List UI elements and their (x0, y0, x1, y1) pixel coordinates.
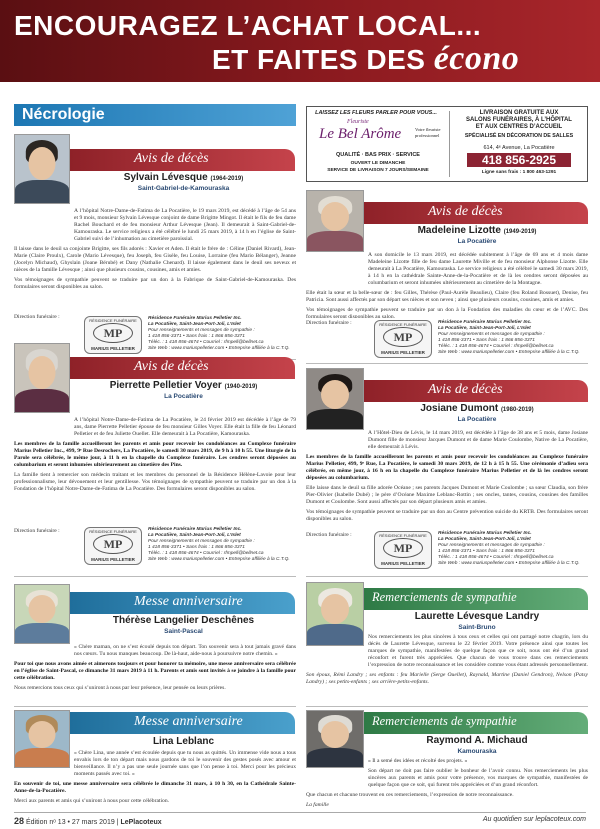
notice-paragraph: Elle laisse dans le deuil sa fille adorée Océane ; ses parents Jacques Dumont et Marie Coulombe ; sa sœur Claudia, son frère Pier-Olivier (Isabelle Dubé) ; le père d’Océane Maxime Leblanc-Rottin ; ses oncles, tantes, cousins, cousines des familles Dumont et Coulombe. Sont aussi affectés par son départ plusieurs amis et amies. (306, 485, 588, 505)
portrait-photo (306, 368, 364, 430)
notice-header: Messe anniversaire (70, 592, 295, 614)
notice-paragraph: Vos témoignages de sympathie peuvent se traduire par un don à la Fabrique de Saint-Gabriel-de-Kamouraska. Des formulaires seront disponibles au salon. (14, 277, 296, 290)
deceased-name: Pierrette Pelletier Voyer (1940-2019) (109, 380, 258, 391)
notice-header: Remerciements de sympathie (364, 712, 588, 734)
funeral-home-info: Résidence Funéraire Marius Pelletier Inc. La Pocatière, Saint-Jean-Port-Joli, L’Islet Pour renseignements et messages de sympathie : 1 418 856-3371 • Sans frais : 1 866 856-3371 Téléc. : 1 418 856-4674 • Courriel : rfmpell@bellnet.ca Site Web : www.mariuspelletier.com • Entreprise affiliée à la C.T.Q. (438, 320, 580, 355)
deceased-dates: (1964-2019) (210, 176, 244, 182)
ad-hours-2: SERVICE DE LIVRAISON 7 JOURS/SEMAINE (327, 168, 429, 173)
deceased-name: Sylvain Lévesque (1964-2019) (123, 172, 244, 183)
notice-body (306, 430, 588, 530)
deceased-name: Thérèse Langelier Deschênes (112, 615, 255, 626)
banner-line-1: ENCOURAGEZ L’ACHAT LOCAL... (14, 10, 482, 41)
deceased-place: Saint-Pascal (164, 628, 203, 635)
notice-paragraph: À l’hôpital Notre-Dame-de-Fatima de La Pocatière, le 24 février 2019 est décédée à l’âge de 79 ans, dame Pierrette Pelletier épouse de feu monsieur Gilles Voyer. Elle était la fille de feu Léonard Pelletier et de feu Juliette Ouellet. Elle demeurait à La Pocatière, Kamouraska. (74, 417, 296, 437)
ad-phone[interactable]: 418 856-2925 (467, 153, 571, 167)
notice-paragraph: Vos témoignages de sympathie peuvent se traduire par un don au Centre prévention suicide du KRTB. Des formulaires seront disponibles au salon. (306, 509, 588, 522)
ad-top-line: LAISSEZ LES FLEURS PARLER POUR VOUS... (315, 110, 437, 116)
notice-body (14, 750, 296, 808)
ad-right-2: SALONS FUNÉRAIRES, À L’HÔPITAL (466, 117, 572, 123)
direction-label: Direction funéraire : (14, 528, 60, 534)
notice-paragraph: Les membres de la famille accueilleront les parents et amis pour recevoir les condoléances au Complexe funéraire Marius Pelletier Inc., 499, 9ᵉ Rue Desrochers, La Pocatière, le samedi 30 mars 2019, de 9 h à 10 h 55. Une liturgie de la Parole sera célébrée, le même jour, à 11 h en la chapelle du Complexe funéraire. Les cendres seront déposées au columbarium et seront inhumées ultérieurement au cimetière des Pins. (14, 441, 296, 468)
notice-paragraph: Son époux, Rémi Landry ; ses enfants : feu Marielle (Serge Ouellet), Raynald, Martine (Daniel Gendron), Nelson (Patsy Landry) ; ses petits-enfants ; ses arrière-petits-enfants. (306, 672, 588, 685)
notice-paragraph: « Chère Lina, une année s’est écoulée depuis que tu nous as quittés. Un immense vide nous a tous envahis lors de ton départ mais nous gardons de toi le souvenir des gestes posés avec amour et bienveillance. Il n’y a pas une seule journée sans que l’on pense à toi. Merci pour les précieux moments passés avec toi. » (74, 750, 296, 777)
divider (306, 576, 588, 577)
edition-info: Édition nᵒ 13 • 27 mars 2019 | (25, 819, 119, 826)
direction-label: Direction funéraire : (306, 532, 352, 538)
funeral-home-logo[interactable]: RÉSIDENCE FUNÉRAIRE MP MARIUS PELLETIER (374, 531, 432, 569)
deceased-name: Lina Leblanc (152, 736, 215, 747)
notice-header: Avis de décès (364, 380, 588, 402)
funeral-home-logo[interactable]: RÉSIDENCE FUNÉRAIRE MP MARIUS PELLETIER (84, 316, 142, 354)
ad-address: 614, 4ᵉ Avenue, La Pocatière (483, 145, 555, 151)
deceased-place: La Pocatière (457, 238, 497, 245)
deceased-name: Laurette Lévesque Landry (414, 611, 540, 622)
deceased-name: Raymond A. Michaud (426, 735, 528, 746)
funeral-home-logo[interactable]: RÉSIDENCE FUNÉRAIRE MP MARIUS PELLETIER (84, 527, 142, 565)
banner-script-word: écono (433, 40, 520, 77)
ad-badge: Votre fleuriste professionnel (415, 127, 441, 138)
deceased-place: Kamouraska (457, 748, 497, 755)
notice-signature: La famille (306, 802, 329, 808)
notice-body (14, 208, 296, 314)
funeral-home-info: Résidence Funéraire Marius Pelletier Inc. La Pocatière, Saint-Jean-Port-Joli, L’Islet Pour renseignements et messages de sympathie : 1 418 856-3371 • Sans frais : 1 866 856-3371 Téléc. : 1 418 856-4674 • Courriel : rfmpell@bellnet.ca Site Web : www.mariuspelletier.com • Entreprise affiliée à la C.T.Q. (148, 316, 290, 351)
notice-body (14, 417, 296, 525)
notice-paragraph: À son domicile le 13 mars 2019, est décédée subitement à l’âge de 69 ans et 4 mois dame Madeleine Lizotte fille de feu dame Laurette Miville et de feu monsieur Alphonse Lizotte. Elle demeurait à La Pocatière, Kamouraska. Le service religieux a été célébré le samedi 30 mars 2019, à 14 h en la cathédrale Sainte-Anne-de-la-Pocatière et de là les cendres seront déposées au columbarium et seront inhumées ultérieurement au cimetière de la Montagne. (368, 252, 588, 286)
deceased-place: La Pocatière (457, 416, 497, 423)
flower-shop-ad[interactable] (306, 106, 588, 182)
website-link[interactable]: Au quotidien sur leplacoteux.com (482, 816, 586, 823)
page-footer (14, 812, 586, 826)
ad-divider (449, 111, 450, 177)
notice-paragraph: En souvenir de toi, une messe anniversaire sera célébrée le dimanche 31 mars, à 10 h 30, en la Cathédrale Sainte-Anne-de-la-Pocatière. (14, 781, 296, 794)
deceased-name: Madeleine Lizotte (1949-2019) (417, 225, 537, 236)
ad-brand: Le Bel Arôme (319, 126, 402, 142)
ad-hours-1: OUVERT LE DIMANCHE (350, 161, 406, 166)
notice-paragraph: À l’hôpital Notre-Dame-de-Fatima de La Pocatière, le 19 mars 2019, est décédé à l’âge de 54 ans et 9 mois, monsieur Sylvain Lévesque conjoint de dame Brigitte Mingot. Il était le fils de feu dame Rachel Bouchard et de feu monsieur Arthur Lévesque (Jean). Il demeurait à Saint-Gabriel-de-Kamouraska. Le service religieux a été célébré le lundi 25 mars 2019, à 14 h en l’église de Saint-Gabriel suivi de l’inhumation au cimetière paroissial. (74, 208, 296, 242)
deceased-dates: (1980-2019) (500, 407, 534, 413)
publication-brand: LePlacoteux (120, 819, 162, 826)
notice-paragraph: « Il a semé des idées et récolté des projets. » (368, 758, 468, 764)
notice-paragraph: Il laisse dans le deuil sa conjointe Brigitte, ses fils adorés : Xavier et Aden. Il était le frère de : Céline (Daniel Rivard), Jean-Marie (Claire Proulx), Carole (Mario Lévesque), feu Joseph, feu Gisèle, feu Louise, Lorraine (feu Mario Bélanger), Jeanne (Jocelyn Michaud), Ghyslain (Joane Bérubé) et Dany (Nathalie Chenard). Il laisse également dans le deuil ses neveux et nièces de la famille Lévesque ; ainsi que plusieurs cousins, cousines, amis et amies. (14, 246, 296, 273)
section-title: Nécrologie (14, 104, 296, 126)
notice-paragraph: À l’Hôtel-Dieu de Lévis, le 14 mars 2019, est décédée à l’âge de 38 ans et 5 mois, dame Josiane Dumont fille de monsieur Jacques Dumont et de dame Marie Coulombe, Native de La Pocatière, elle demeurait à Lévis. (368, 430, 588, 450)
notice-header: Remerciements de sympathie (364, 588, 588, 610)
notice-paragraph: Son départ ne doit pas faire oublier le bonheur de l’avoir connu. Nos remerciements les plus sincères aux parents et amis pour votre présence, vos marques de sympathie, manifestées de quelque façon que ce soit, qui furent très appréciées et d’un grand réconfort. (368, 768, 588, 788)
notice-paragraph: Vos témoignages de sympathie peuvent se traduire par un don à la Fondation des maladies du cœur et de l’AVC. Des formulaires seront disponibles au salon. (306, 307, 588, 318)
ad-free-line: Ligne sans frais : 1 800 463-1291 (481, 170, 557, 175)
portrait-photo (14, 584, 70, 644)
ad-sub: Fleuriste (347, 119, 369, 125)
notice-paragraph: « Chère maman, on ne s’est écoulé depuis ton départ. Ton souvenir sera à tout jamais gravé dans nos cœurs. Tu nous manques beaucoup. De là-haut, aide-nous à poursuivre notre chemin. » (74, 644, 296, 657)
divider (14, 576, 296, 577)
ad-right-1: LIVRAISON GRATUITE AUX (479, 110, 559, 116)
direction-label: Direction funéraire : (306, 320, 352, 326)
notice-body (306, 634, 588, 704)
divider (14, 706, 296, 707)
funeral-home-info: Résidence Funéraire Marius Pelletier Inc. La Pocatière, Saint-Jean-Port-Joli, L’Islet Pour renseignements et messages de sympathie : 1 418 856-3371 • Sans frais : 1 866 856-3371 Téléc. : 1 418 856-4674 • Courriel : rfmpell@bellnet.ca Site Web : www.mariuspelletier.com • Entreprise affiliée à la C.T.Q. (438, 531, 580, 566)
deceased-place: Saint-Bruno (458, 624, 496, 631)
divider (306, 363, 588, 364)
notice-header: Avis de décès (70, 357, 295, 379)
deceased-place: Saint-Gabriel-de-Kamouraska (137, 185, 230, 192)
notice-paragraph: Nous remercions tous ceux qui s’uniront à nous par leur présence, leur pensée ou leurs prières. (14, 685, 226, 691)
deceased-place: La Pocatière (164, 393, 203, 400)
ad-tagline: QUALITÉ · BAS PRIX · SERVICE (336, 152, 420, 158)
funeral-home-logo[interactable]: RÉSIDENCE FUNÉRAIRE MP MARIUS PELLETIER (374, 320, 432, 358)
notice-header: Avis de décès (70, 149, 295, 171)
banner-line-2: ET FAITES DES écono (212, 40, 520, 77)
notice-header: Messe anniversaire (70, 712, 295, 734)
portrait-photo (306, 190, 364, 252)
notice-paragraph: Que chacun et chacune trouvent en ces remerciements, l’expression de notre reconnaissance. (306, 792, 514, 798)
portrait-photo (14, 343, 70, 413)
direction-label: Direction funéraire : (14, 314, 60, 320)
funeral-home-info: Résidence Funéraire Marius Pelletier Inc. La Pocatière, Saint-Jean-Port-Joli, L’Islet Pour renseignements et messages de sympathie : 1 418 856-3371 • Sans frais : 1 866 856-3371 Téléc. : 1 418 856-4674 • Courriel : rfmpell@bellnet.ca Site Web : www.mariuspelletier.com • Entreprise affiliée à la C.T.Q. (148, 527, 290, 562)
notice-paragraph: Nos remerciements les plus sincères à tous ceux et celles qui ont partagé notre chagrin, lors du décès de Laurette Lévesque, survenu le 22 février 2019. Votre présence ainsi que toutes les marques de sympathie, manifestées de quelque façon que ce soit, nous ont été d’un grand réconfort et furent très appréciées. Que chacun de vous trouve dans ces remerciements l’expression de notre reconnaissance et les considère comme vous étant adressés personnellement. (368, 634, 588, 668)
deceased-name: Josiane Dumont (1980-2019) (420, 403, 534, 414)
notice-paragraph: La famille tient à remercier son médecin traitant et les membres du personnel de la Résidence Hélène-Lavoie pour leur professionnalisme, leur dévouement et leur gentillesse. Vos témoignages de sympathie peuvent se traduire par un don à la Fondation de l’hôpital Notre-Dame-de-Fatima de La Pocatière. Des formulaires seront disponibles au salon. (14, 472, 296, 492)
header-banner (0, 0, 600, 82)
notice-paragraph: Pour toi que nous avons aimée et aimerons toujours et pour honorer ta mémoire, une messe anniversaire sera célébrée en l’église de Saint-Pascal, ce dimanche 31 mars 2019 à 11 h. Parents et amis sont invités à se joindre à la famille pour cette célébration. (14, 661, 296, 681)
divider (306, 706, 588, 707)
ad-right-4: SPÉCIALISÉ EN DÉCORATION DE SALLES (464, 133, 574, 139)
page-number: 28 (14, 816, 25, 826)
portrait-photo (14, 134, 70, 204)
deceased-dates: (1949-2019) (503, 229, 537, 235)
notice-paragraph: Elle était la sœur et la belle-sœur de : feu Gilles, Thérèse (Paul-Aurèle Beaulieu), Claire (feu Roland Bossuet), Denise, feu Patricia. Sont aussi affectés par son départ ses nièces et son neveu ; ainsi que plusieurs cousins, cousines, amis et amies. (306, 290, 588, 303)
deceased-dates: (1940-2019) (224, 384, 258, 390)
notice-header: Avis de décès (364, 202, 588, 224)
notice-body (14, 644, 296, 704)
ad-right-3: ET AUX CENTRES D’ACCUEIL (475, 124, 563, 130)
notice-body (306, 252, 588, 318)
notice-paragraph: Les membres de la famille accueilleront les parents et amis pour recevoir les condoléances au Complexe funéraire Marius Pelletier, 499, 9ᵉ Rue, La Pocatière, le samedi 30 mars 2019, de 12 h à 15 h 55. Une cérémonie d’adieu sera célébrée, en même jour, à 16 h en la chapelle du Complexe funéraire Marius Pelletier et de là les cendres seront déposées au columbarium. (306, 454, 588, 481)
notice-paragraph: Merci aux parents et amis qui s’uniront à nous pour cette célébration. (14, 798, 170, 804)
notice-body (306, 758, 588, 808)
